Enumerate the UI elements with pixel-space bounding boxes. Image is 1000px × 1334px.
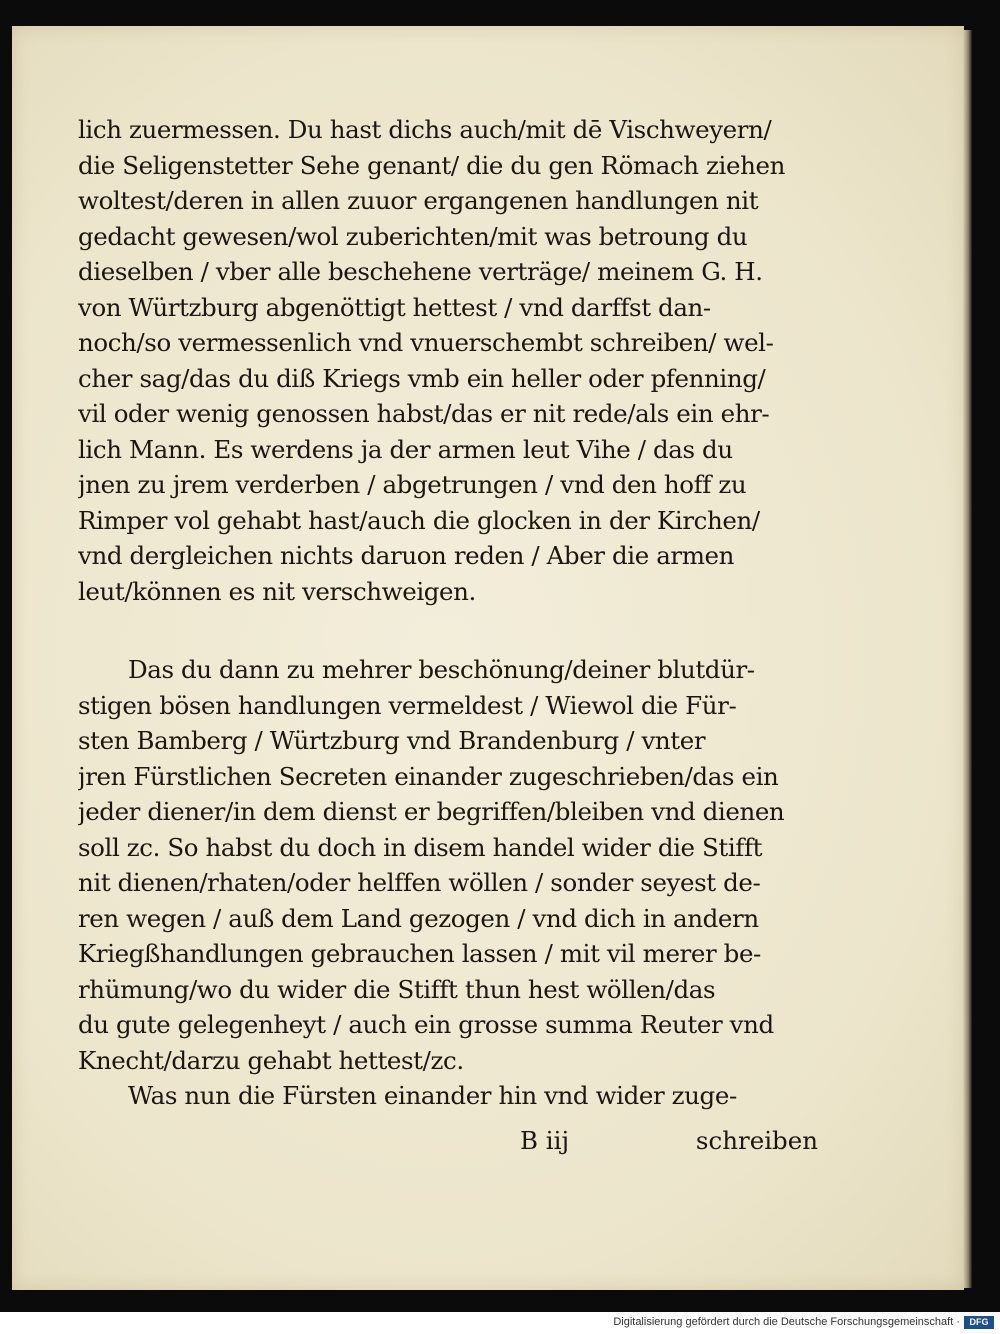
- text-line: rhümung/wo du wider die Stifft thun hest wöllen/das: [78, 974, 716, 1004]
- text-line: die Seligenstetter Sehe genant/ die du gen Römach ziehen: [78, 150, 785, 180]
- text-line: Was nun die Fürsten einander hin vnd wider zuge-: [128, 1081, 737, 1110]
- text-line: Kriegßhandlungen gebrauchen lassen / mit vil merer be-: [78, 939, 761, 968]
- signature-mark: B iij: [520, 1126, 570, 1155]
- paragraph-1: [78, 112, 818, 609]
- credit-bar: [0, 1312, 1000, 1334]
- text-line: Das du dann zu mehrer beschönung/deiner blutdür-: [128, 655, 755, 684]
- text-line: noch/so vermessenlich vnd vnuerschembt schreiben/ wel-: [78, 328, 774, 357]
- page-text: [78, 112, 818, 1114]
- text-line: jeder diener/in dem dienst er begriffen/bleiben vnd dienen: [78, 797, 785, 826]
- text-line: woltest/deren in allen zuuor ergangenen handlungen nit: [78, 186, 759, 215]
- text-line: vnd dergleichen nichts daruon reden / Aber die armen: [78, 541, 735, 570]
- credit-text: Digitalisierung gefördert durch die Deutsche Forschungsgemeinschaft ·: [613, 1316, 960, 1328]
- paragraph-3: [78, 1078, 818, 1114]
- page-edge-shadow: [963, 30, 972, 1288]
- text-line: lich Mann. Es werdens ja der armen leut Vihe / das du: [78, 434, 733, 464]
- text-line: Knecht/darzu gehabt hettest/zc.: [78, 1045, 464, 1075]
- text-line: dieselben / vber alle beschehene verträge/ meinem G. H.: [78, 257, 763, 286]
- text-line: lich zuermessen. Du hast dichs auch/mit dē Vischweyern/: [78, 115, 772, 144]
- text-line: cher sag/das du diß Kriegs vmb ein heller oder pfenning/: [78, 363, 766, 393]
- text-line: ren wegen / auß dem Land gezogen / vnd dich in andern: [78, 903, 759, 933]
- text-line: sten Bamberg / Würtzburg vnd Brandenburg / vnter: [78, 726, 706, 755]
- book-page: [12, 26, 964, 1290]
- catchword: schreiben: [695, 1126, 818, 1155]
- paragraph-2: [78, 652, 818, 1078]
- text-line: jnen zu jrem verderben / abgetrungen / vnd den hoff zu: [78, 470, 747, 499]
- text-line: Rimper vol gehabt hast/auch die glocken in der Kirchen/: [78, 505, 760, 535]
- text-line: gedacht gewesen/wol zuberichten/mit was betroung du: [78, 221, 748, 251]
- text-line: nit dienen/rhaten/oder helffen wöllen / sonder seyest de-: [78, 868, 761, 897]
- text-line: jren Fürstlichen Secreten einander zugeschrieben/das ein: [78, 761, 779, 791]
- page-footer: [78, 1126, 818, 1162]
- text-line: stigen bösen handlungen vermeldest / Wiewol die Für-: [78, 690, 737, 720]
- paragraph-gap: [78, 609, 818, 652]
- dfg-logo: DFG: [964, 1316, 994, 1329]
- text-line: vil oder wenig genossen habst/das er nit rede/als ein ehr-: [78, 399, 770, 428]
- text-line: von Würtzburg abgenöttigt hettest / vnd darffst dan-: [78, 292, 711, 322]
- text-line: du gute gelegenheyt / auch ein grosse summa Reuter vnd: [78, 1010, 774, 1039]
- text-line: leut/können es nit verschweigen.: [78, 576, 476, 606]
- text-line: soll zc. So habst du doch in disem handel wider die Stifft: [78, 832, 763, 862]
